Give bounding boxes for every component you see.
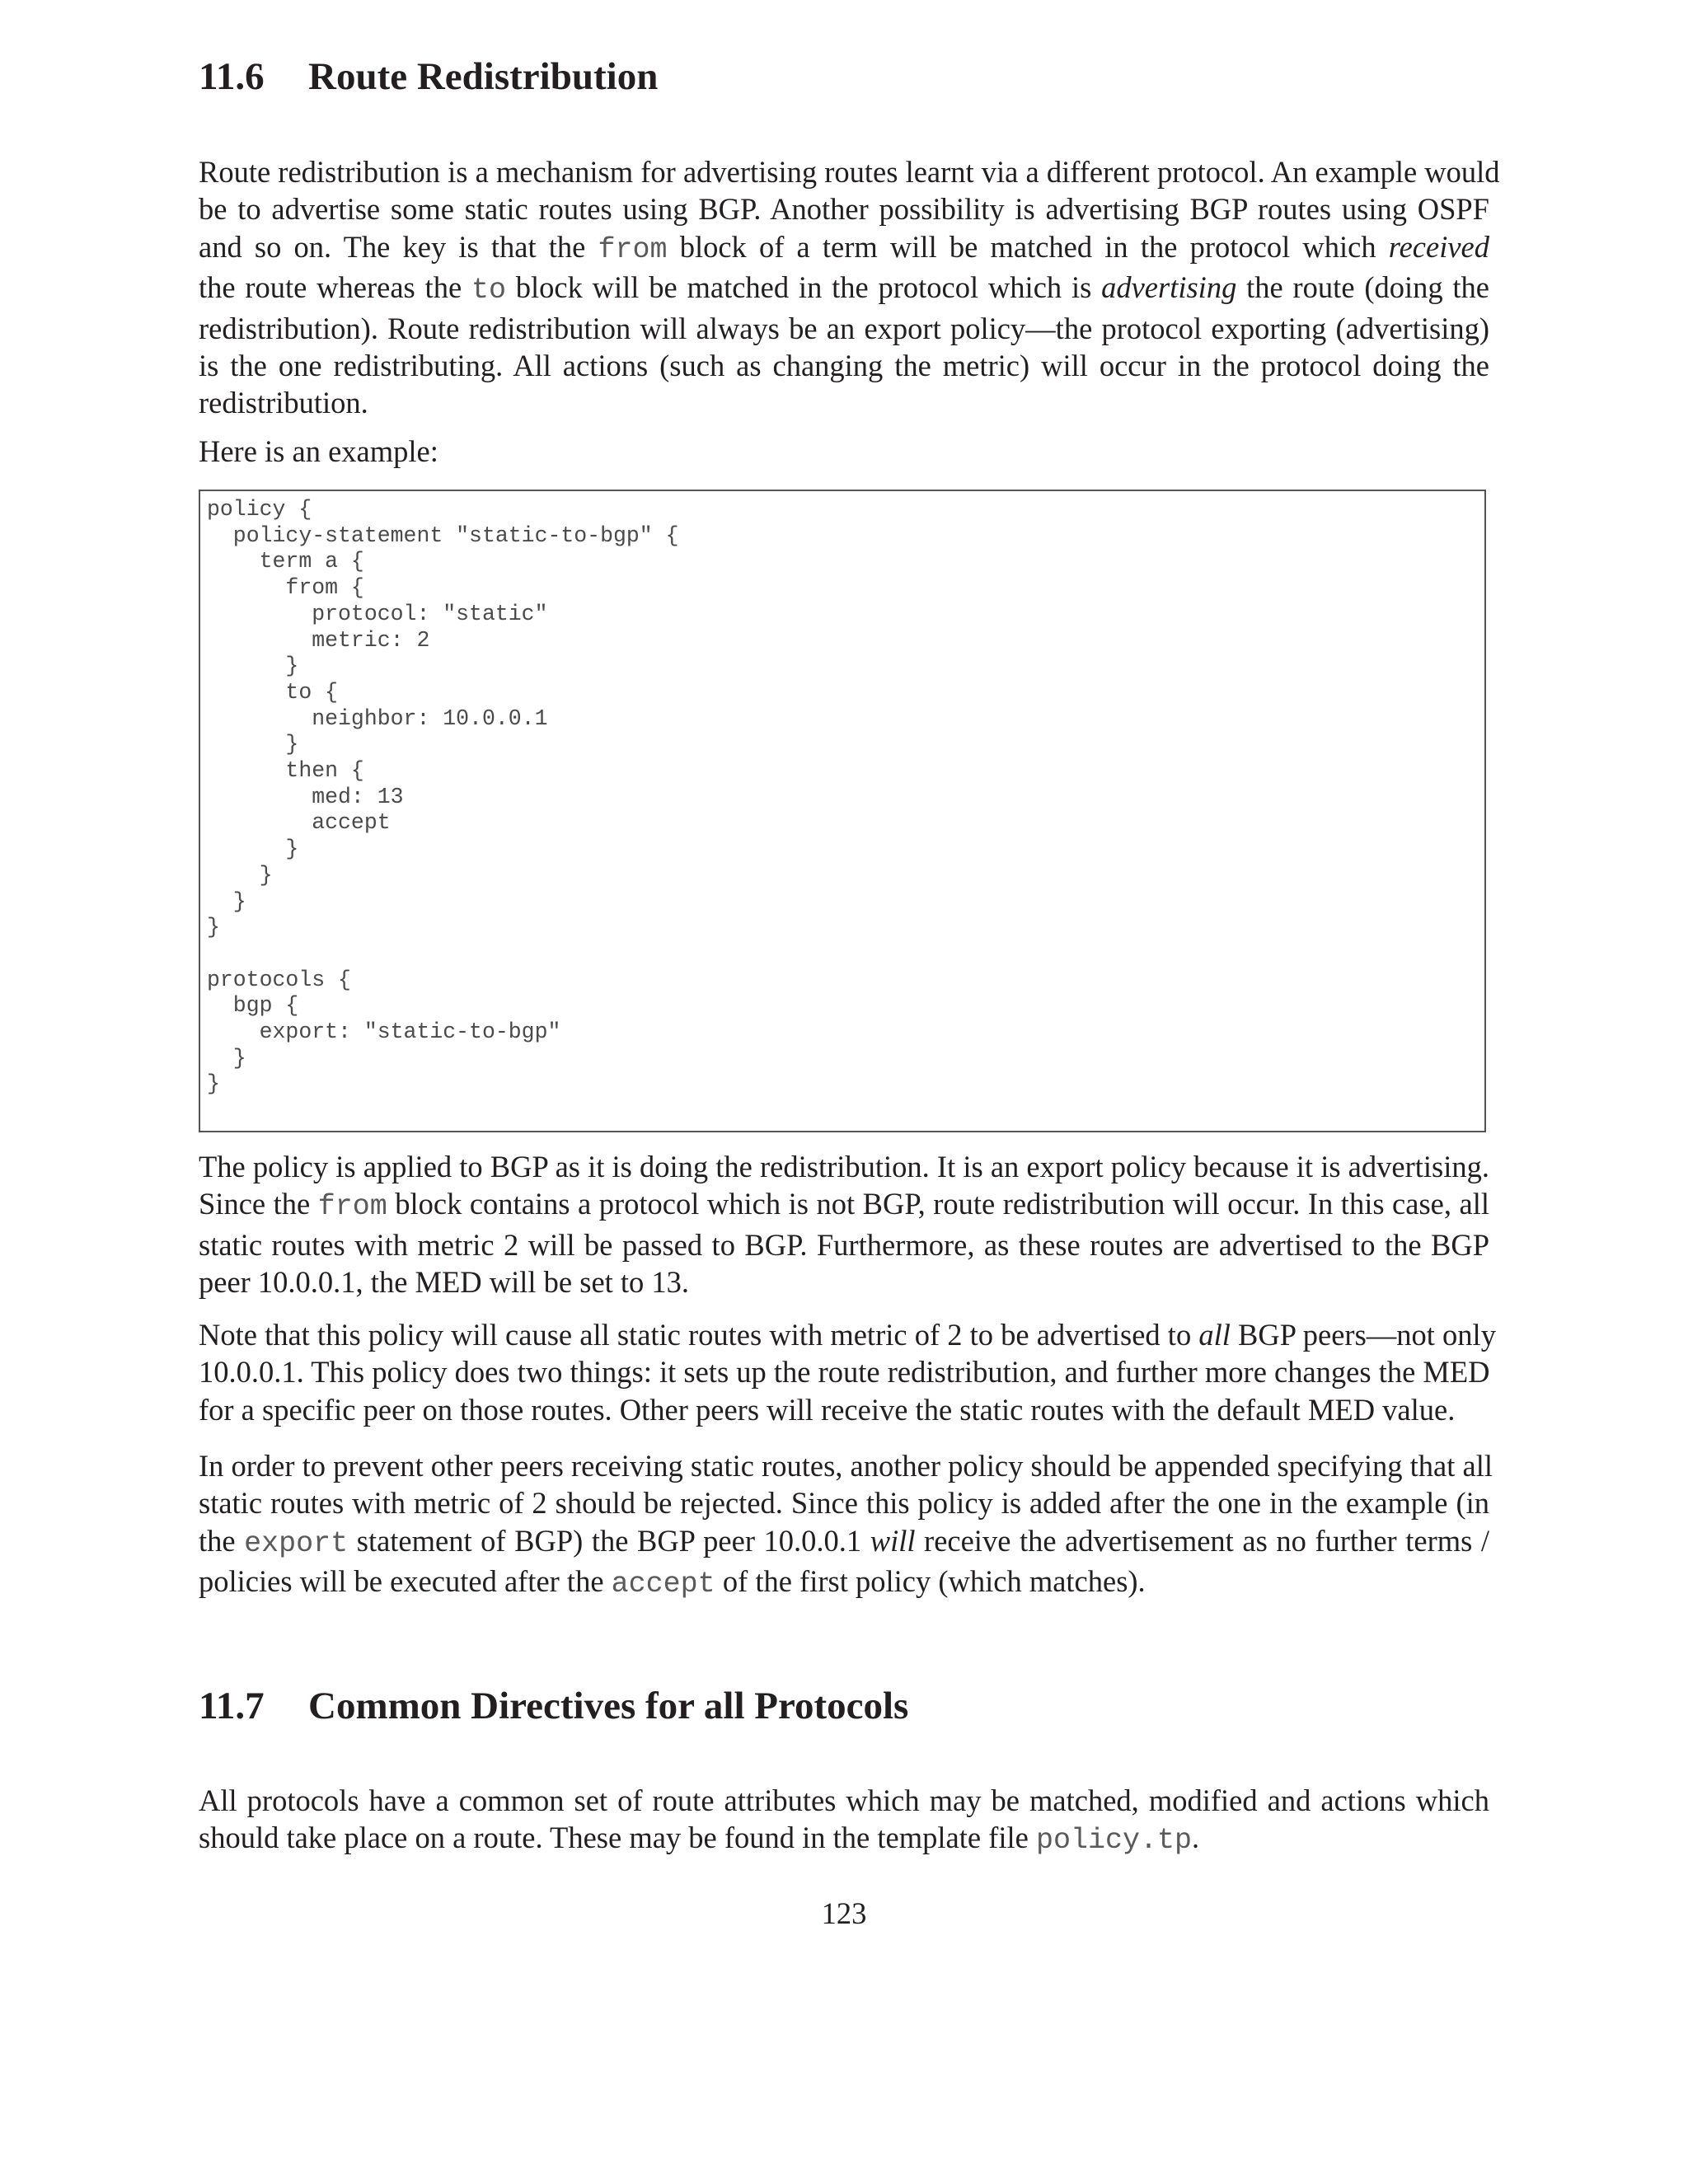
text-line: Here is an example: <box>199 434 438 468</box>
code-example-box <box>199 490 1486 1132</box>
text-line: and so on. The key is that the from block of a term will be matched in the protocol which received <box>199 229 1489 266</box>
paragraph-policy-applied <box>199 1148 1489 1301</box>
text-line: static routes with metric 2 will be passed to BGP. Furthermore, as these routes are advertised to the BGP <box>199 1227 1489 1262</box>
text-line: static routes with metric of 2 should be rejected. Since this policy is added after the one in the example (in <box>199 1486 1489 1521</box>
text-line: the export statement of BGP) the BGP peer 10.0.0.1 will receive the advertisement as no further terms / <box>199 1523 1490 1560</box>
text-line: 10.0.0.1. This policy does two things: it sets up the route redistribution, and further more changes the MED <box>199 1355 1490 1390</box>
paragraph-common-directives <box>199 1782 1489 1860</box>
text-line: The policy is applied to BGP as it is doing the redistribution. It is an export policy because it is advertising. <box>199 1150 1489 1183</box>
page-number: 123 <box>821 1896 867 1930</box>
text-line: peer 10.0.0.1, the MED will be set to 13. <box>199 1265 690 1300</box>
paragraph-example-intro <box>199 433 1489 470</box>
text-line: Note that this policy will cause all static routes with metric of 2 to be advertised to all BGP peers—not only <box>199 1318 1496 1352</box>
text-line: for a specific peer on those routes. Other peers will receive the static routes with the default MED value. <box>199 1392 1456 1427</box>
text-line: redistribution). Route redistribution will always be an export policy—the protocol exporting (advertising) <box>199 311 1489 345</box>
inline-code-policy-tp: policy.tp <box>1035 1824 1192 1858</box>
inline-code-from: from <box>317 1190 387 1224</box>
text-line: should take place on a route. These may be found in the template file policy.tp. <box>199 1821 1200 1858</box>
text-line: policies will be executed after the accept of the first policy (which matches). <box>199 1564 1146 1601</box>
text-line: is the one redistributing. All actions (such as changing the metric) will occur in the protocol doing the <box>199 349 1489 383</box>
text-line: All protocols have a common set of route attributes which may be matched, modified and actions which <box>199 1783 1489 1817</box>
text-line: Route redistribution is a mechanism for advertising routes learnt via a different protocol. An example would <box>199 155 1500 189</box>
section-heading-11-7 <box>199 1684 908 1728</box>
paragraph-prevent <box>199 1447 1493 1604</box>
section-number: 11.7 <box>199 1685 265 1727</box>
section-number: 11.6 <box>199 55 265 98</box>
section-heading-11-6 <box>199 54 658 99</box>
paragraph-note <box>199 1316 1496 1428</box>
text-line: be to advertise some static routes using BGP. Another possibility is advertising BGP routes using OSPF <box>199 192 1489 227</box>
section-title: Route Redistribution <box>308 55 659 98</box>
inline-code-accept: accept <box>611 1568 715 1601</box>
inline-code-export: export <box>244 1526 349 1560</box>
paragraph-intro <box>199 153 1500 422</box>
section-title: Common Directives for all Protocols <box>308 1685 909 1727</box>
text-line: In order to prevent other peers receiving static routes, another policy should be appended specifying that all <box>199 1449 1493 1483</box>
text-line: redistribution. <box>199 386 368 420</box>
inline-code-to: to <box>471 274 506 307</box>
text-line: the route whereas the to block will be matched in the protocol which is advertising the route (doing the <box>199 270 1490 307</box>
inline-code-from: from <box>598 232 668 266</box>
code-example: policy { policy-statement "static-to-bgp" { term a { from { protocol: "static" metric: 2 } to { neighbor: 10.0.0.1 } then { med: 13 accept } } } } protocols { bgp { export: "static-to-bgp" } } <box>207 497 679 1097</box>
text-line: Since the from block contains a protocol which is not BGP, route redistribution will occur. In this case, all <box>199 1187 1489 1224</box>
